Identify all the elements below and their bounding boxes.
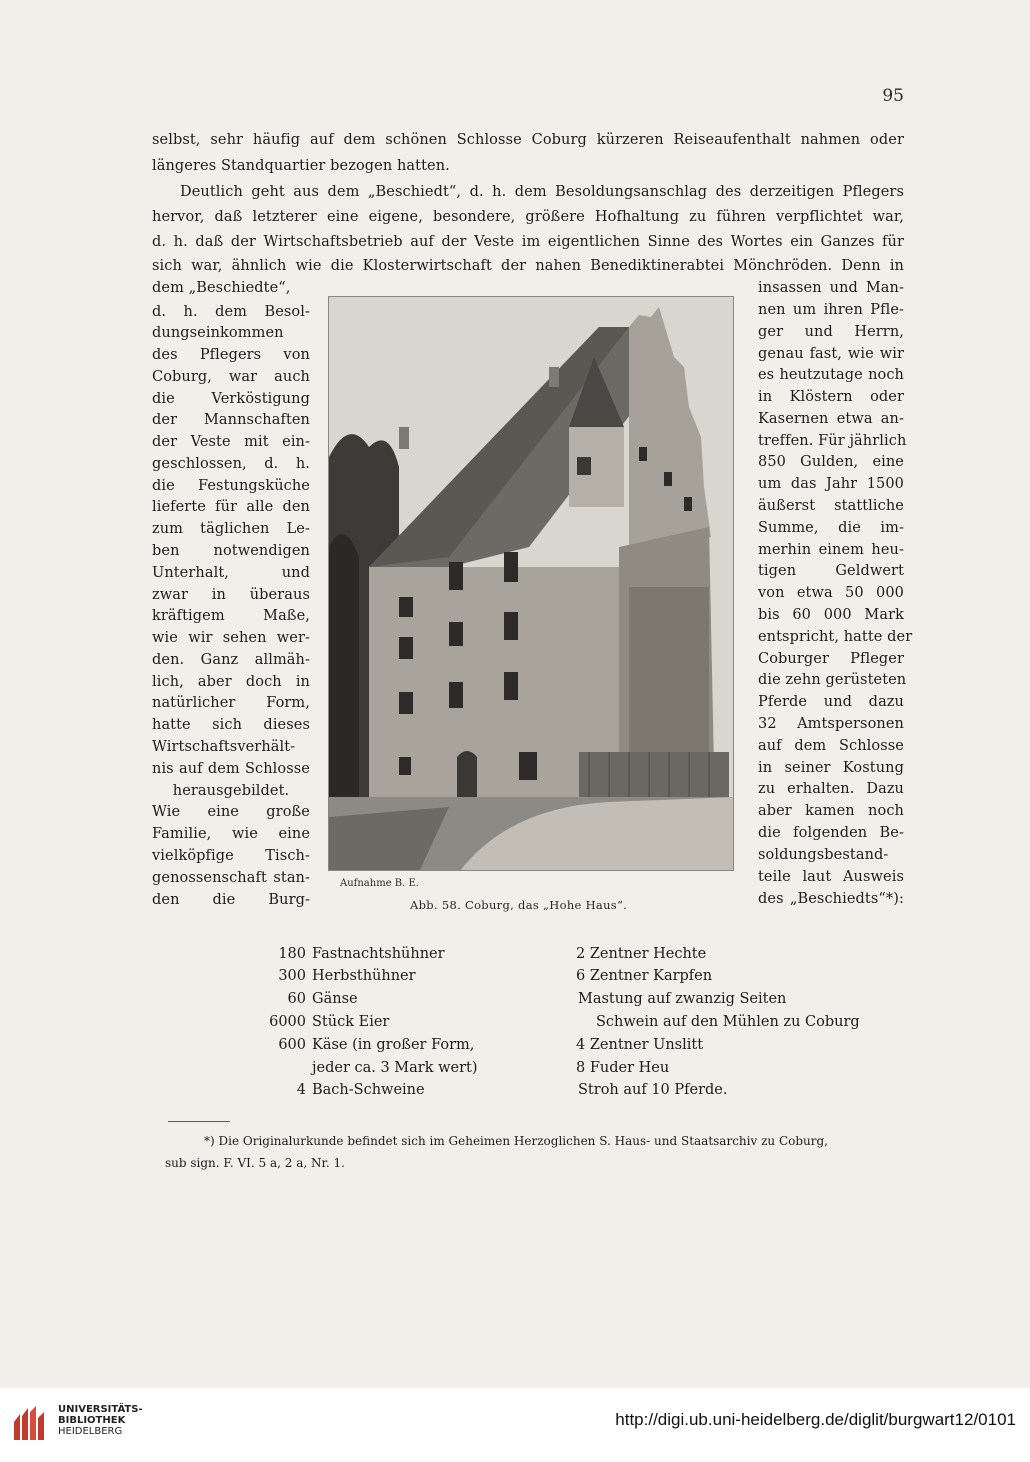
text-line: die folgenden Be-: [758, 825, 904, 841]
text-line: teile laut Ausweis: [758, 869, 904, 885]
list-item: Mastung auf zwanzig Seiten: [578, 991, 787, 1007]
text-line: tigen Geldwert: [758, 563, 904, 579]
list-item: 2 Zentner Hechte: [576, 946, 707, 962]
text-line: in Klöstern oder: [758, 389, 904, 405]
text-line: hervor, daß letzterer eine eigene, besondere, größere Hofhaltung zu führen verpflichtet war,: [152, 209, 904, 225]
text-line: Familie, wie eine: [152, 826, 310, 842]
text-line: natürlicher Form,: [152, 695, 310, 711]
text-line: die zehn gerüsteten: [758, 672, 907, 688]
text-line: Wirtschaftsverhält-: [152, 739, 296, 755]
list-text: Gänse: [312, 991, 358, 1007]
text-line: genossenschaft stan-: [152, 870, 310, 886]
text-line: 850 Gulden, eine: [758, 454, 904, 470]
list-qty: 300: [278, 968, 306, 984]
text-line: vielköpfige Tisch-: [152, 848, 310, 864]
list-text: jeder ca. 3 Mark wert): [312, 1060, 478, 1076]
text-line: längeres Standquartier bezogen hatten.: [152, 158, 450, 174]
list-item: [254, 966, 416, 986]
text-line: Deutlich geht aus dem „Beschiedt“, d. h. dem Besoldungsanschlag des derzeitigen Pflegers: [180, 184, 904, 200]
text-line: zu erhalten. Dazu: [758, 781, 904, 797]
library-name-line: HEIDELBERG: [58, 1426, 123, 1437]
source-url-link[interactable]: http://digi.ub.uni-heidelberg.de/diglit/burgwart12/0101: [615, 1410, 1016, 1429]
text-line: es heutzutage noch: [758, 367, 904, 383]
text-line: des „Beschiedts“*):: [758, 891, 904, 907]
text-line: genau fast, wie wir: [758, 346, 904, 362]
text-line: des Pflegers von: [152, 347, 310, 363]
list-item: Stroh auf 10 Pferde.: [578, 1082, 728, 1098]
text-line: lieferte für alle den: [152, 499, 310, 515]
list-text: Herbsthühner: [312, 968, 416, 984]
text-line: Unterhalt, und: [152, 565, 310, 581]
text-line: zwar in überaus: [152, 587, 310, 603]
list-item: [254, 1035, 474, 1055]
page-number: 95: [882, 86, 904, 106]
text-line: die Verköstigung: [152, 391, 310, 407]
text-line: zum täglichen Le-: [152, 521, 310, 537]
text-line: Summe, die im-: [758, 520, 904, 536]
text-line: Coburg, war auch: [152, 369, 310, 385]
footer-bar: [0, 1388, 1030, 1462]
text-line: den die Burg-: [152, 892, 310, 908]
list-text: Bach-Schweine: [312, 1082, 425, 1098]
text-line: soldungsbestand-: [758, 847, 889, 863]
footnote-line: sub sign. F. VI. 5 a, 2 a, Nr. 1.: [165, 1156, 345, 1170]
text-line: dem „Beschiedte“,: [152, 280, 291, 296]
text-line: 32 Amtspersonen: [758, 716, 904, 732]
text-line: äußerst stattliche: [758, 498, 904, 514]
text-line: dungseinkommen: [152, 325, 284, 341]
text-line: merhin einem heu-: [758, 542, 904, 558]
text-line: insassen und Man-: [758, 280, 904, 296]
text-line: auf dem Schlosse: [758, 738, 904, 754]
text-line: um das Jahr 1500: [758, 476, 904, 492]
text-line: wie wir sehen wer-: [152, 630, 310, 646]
library-logo-icon: [10, 1404, 50, 1444]
text-line: sich war, ähnlich wie die Klosterwirtschaft der nahen Benediktinerabtei Mönchröden. Denn in: [152, 258, 904, 274]
text-line: Pferde und dazu: [758, 694, 904, 710]
text-line: Coburger Pfleger: [758, 651, 904, 667]
list-item: [254, 989, 358, 1009]
text-line: herausgebildet.: [172, 783, 290, 799]
list-item: [254, 944, 445, 964]
list-item: [254, 1012, 389, 1032]
text-line: lich, aber doch in: [152, 674, 310, 690]
text-line: die Festungsküche: [152, 478, 310, 494]
list-qty: 180: [278, 946, 306, 962]
text-line: d. h. dem Besol-: [152, 304, 310, 320]
text-line: d. h. daß der Wirtschaftsbetrieb auf der Veste im eigentlichen Sinne des Wortes ein Ganzes für: [152, 234, 904, 250]
text-line: nis auf dem Schlosse: [152, 761, 310, 777]
text-line: treffen. Für jährlich: [758, 433, 907, 449]
list-item: 6 Zentner Karpfen: [576, 968, 713, 984]
text-line: aber kamen noch: [758, 803, 904, 819]
list-qty: 6000: [269, 1014, 306, 1030]
list-item: [254, 1080, 425, 1100]
list-text: Käse (in großer Form,: [312, 1037, 475, 1053]
list-item: 4 Zentner Unslitt: [576, 1037, 704, 1053]
text-line: Wie eine große: [152, 804, 310, 820]
list-text: Fastnachtshühner: [312, 946, 445, 962]
figure-credit: Aufnahme B. E.: [340, 878, 419, 889]
footnote-divider: [168, 1121, 230, 1122]
text-line: nen um ihren Pfle-: [758, 302, 904, 318]
list-text: Stück Eier: [312, 1014, 390, 1030]
text-line: Kasernen etwa an-: [758, 411, 904, 427]
figure-caption: Abb. 58. Coburg, das „Hohe Haus“.: [410, 898, 628, 912]
text-line: der Mannschaften: [152, 412, 310, 428]
text-line: in seiner Kostung: [758, 760, 904, 776]
list-item: 8 Fuder Heu: [576, 1060, 670, 1076]
text-line: den. Ganz allmäh-: [152, 652, 310, 668]
list-item: [254, 1058, 478, 1078]
list-qty: 4: [296, 1082, 306, 1098]
text-line: der Veste mit ein-: [152, 434, 310, 450]
list-item: Schwein auf den Mühlen zu Coburg: [596, 1014, 860, 1030]
building-photo: [328, 296, 734, 871]
text-line: hatte sich dieses: [152, 717, 310, 733]
text-line: ger und Herrn,: [758, 324, 904, 340]
list-qty: 60: [287, 991, 306, 1007]
library-name: [58, 1404, 143, 1437]
text-line: ben notwendigen: [152, 543, 310, 559]
text-line: entspricht, hatte der: [758, 629, 913, 645]
text-line: von etwa 50 000: [758, 585, 904, 601]
list-qty: 600: [278, 1037, 306, 1053]
text-line: bis 60 000 Mark: [758, 607, 904, 623]
text-line: selbst, sehr häufig auf dem schönen Schlosse Coburg kürzeren Reiseaufenthalt nahmen oder: [152, 132, 904, 148]
text-line: geschlossen, d. h.: [152, 456, 310, 472]
text-line: kräftigem Maße,: [152, 608, 310, 624]
footnote-line: *) Die Originalurkunde befindet sich im Geheimen Herzoglichen S. Haus- und Staatsarchiv zu Coburg,: [204, 1134, 828, 1148]
library-name-line: UNIVERSITÄTS-: [58, 1404, 143, 1415]
library-name-line: BIBLIOTHEK: [58, 1415, 126, 1426]
